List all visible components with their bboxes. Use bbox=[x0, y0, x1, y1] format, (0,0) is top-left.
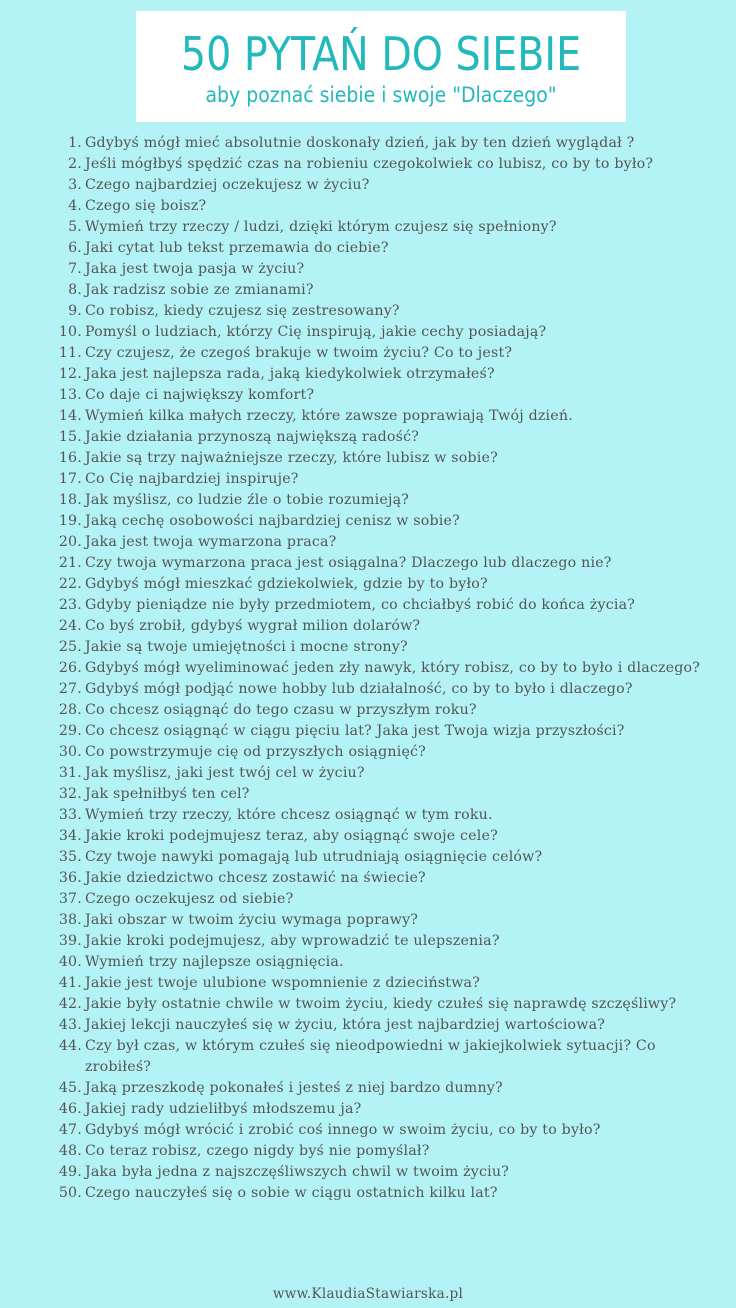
question-item bbox=[0, 1120, 736, 1141]
question-text: Jaki cytat lub tekst przemawia do ciebie? bbox=[85, 240, 389, 256]
question-text: Jak myślisz, jaki jest twój cel w życiu? bbox=[85, 765, 365, 781]
question-item bbox=[0, 1036, 736, 1078]
question-item bbox=[0, 469, 736, 490]
question-text: Jakie dziedzictwo chcesz zostawić na świecie? bbox=[85, 870, 426, 886]
question-item bbox=[0, 868, 736, 889]
question-item bbox=[0, 973, 736, 994]
question-number: 24. bbox=[58, 618, 82, 634]
question-number: 34. bbox=[58, 828, 82, 844]
question-text: Jaka jest najlepsza rada, jaką kiedykolwiek otrzymałeś? bbox=[85, 366, 495, 382]
question-number: 40. bbox=[58, 954, 82, 970]
question-text: Co robisz, kiedy czujesz się zestresowany? bbox=[85, 303, 400, 319]
question-item bbox=[0, 322, 736, 343]
question-number: 21. bbox=[58, 555, 82, 571]
question-item bbox=[0, 658, 736, 679]
question-number: 22. bbox=[58, 576, 82, 592]
question-number: 43. bbox=[58, 1017, 82, 1033]
question-item bbox=[0, 931, 736, 952]
question-item bbox=[0, 952, 736, 973]
question-item bbox=[0, 259, 736, 280]
question-text: Jakie są trzy najważniejsze rzeczy, które lubisz w sobie? bbox=[85, 450, 498, 466]
question-number: 48. bbox=[58, 1143, 82, 1159]
question-item bbox=[0, 490, 736, 511]
question-text: Jeśli mógłbyś spędzić czas na robieniu czegokolwiek co lubisz, co by to było? bbox=[85, 156, 654, 172]
footer-url: www.KlaudiaStawiarska.pl bbox=[272, 1286, 464, 1302]
question-item bbox=[0, 448, 736, 469]
question-number: 18. bbox=[58, 492, 82, 508]
question-text: Jak radzisz sobie ze zmianami? bbox=[85, 282, 314, 298]
question-number: 2. bbox=[68, 156, 82, 172]
question-text: Wymień kilka małych rzeczy, które zawsze poprawiają Twój dzień. bbox=[85, 408, 573, 424]
question-item bbox=[0, 784, 736, 805]
question-number: 37. bbox=[58, 891, 82, 907]
question-text: Gdybyś mógł mieć absolutnie doskonały dzień, jak by ten dzień wyglądał ? bbox=[85, 135, 635, 151]
question-text: Gdybyś mógł wyeliminować jeden zły nawyk, który robisz, co by to było i dlaczego? bbox=[85, 660, 701, 676]
question-item bbox=[0, 343, 736, 364]
question-text: Jakiej lekcji nauczyłeś się w życiu, która jest najbardziej wartościowa? bbox=[85, 1017, 606, 1033]
question-text: Jaka jest twoja wymarzona praca? bbox=[85, 534, 337, 550]
question-number: 38. bbox=[58, 912, 82, 928]
question-number: 3. bbox=[68, 177, 82, 193]
question-number: 25. bbox=[58, 639, 82, 655]
question-item bbox=[0, 763, 736, 784]
question-item bbox=[0, 1099, 736, 1120]
question-number: 27. bbox=[58, 681, 82, 697]
question-list bbox=[0, 133, 736, 1204]
question-text: Wymień trzy rzeczy, które chcesz osiągnąć w tym roku. bbox=[85, 807, 493, 823]
question-text: Jak spełniłbyś ten cel? bbox=[85, 786, 250, 802]
question-text: Jaką przeszkodę pokonałeś i jesteś z niej bardzo dumny? bbox=[85, 1080, 503, 1096]
question-number: 28. bbox=[58, 702, 82, 718]
question-text: Czy czujesz, że czegoś brakuje w twoim życiu? Co to jest? bbox=[85, 345, 513, 361]
question-item bbox=[0, 616, 736, 637]
question-number: 46. bbox=[58, 1101, 82, 1117]
question-number: 39. bbox=[58, 933, 82, 949]
question-number: 31. bbox=[58, 765, 82, 781]
question-item bbox=[0, 700, 736, 721]
question-text: Jakie kroki podejmujesz, aby wprowadzić te ulepszenia? bbox=[85, 933, 500, 949]
question-number: 6. bbox=[68, 240, 82, 256]
question-item bbox=[0, 553, 736, 574]
question-item bbox=[0, 301, 736, 322]
question-number: 45. bbox=[58, 1080, 82, 1096]
question-item bbox=[0, 385, 736, 406]
question-number: 42. bbox=[58, 996, 82, 1012]
question-text: Jakie były ostatnie chwile w twoim życiu, kiedy czułeś się naprawdę szczęśliwy? bbox=[85, 996, 677, 1012]
question-text: Czego się boisz? bbox=[85, 198, 207, 214]
question-text: Co daje ci największy komfort? bbox=[85, 387, 315, 403]
question-text: Jakie są twoje umiejętności i mocne strony? bbox=[85, 639, 408, 655]
question-text: Jakie jest twoje ulubione wspomnienie z dzieciństwa? bbox=[85, 975, 481, 991]
question-item bbox=[0, 238, 736, 259]
question-item bbox=[0, 847, 736, 868]
question-item bbox=[0, 427, 736, 448]
question-number: 8. bbox=[68, 282, 82, 298]
question-item bbox=[0, 1078, 736, 1099]
question-number: 50. bbox=[58, 1185, 82, 1201]
question-item bbox=[0, 406, 736, 427]
question-item bbox=[0, 364, 736, 385]
question-text: Czy twoje nawyki pomagają lub utrudniają osiągnięcie celów? bbox=[85, 849, 543, 865]
question-text: Czego nauczyłeś się o sobie w ciągu ostatnich kilku lat? bbox=[85, 1185, 498, 1201]
question-item bbox=[0, 217, 736, 238]
question-text: Gdybyś mógł wrócić i zrobić coś innego w swoim życiu, co by to było? bbox=[85, 1122, 601, 1138]
question-text: Wymień trzy najlepsze osiągnięcia. bbox=[85, 954, 344, 970]
question-item bbox=[0, 196, 736, 217]
question-text: Jak myślisz, co ludzie źle o tobie rozumieją? bbox=[85, 492, 410, 508]
question-text: Gdybyś mógł podjąć nowe hobby lub działalność, co by to było i dlaczego? bbox=[85, 681, 633, 697]
question-number: 33. bbox=[58, 807, 82, 823]
question-item bbox=[0, 679, 736, 700]
question-number: 11. bbox=[58, 345, 82, 361]
question-item bbox=[0, 637, 736, 658]
question-number: 23. bbox=[58, 597, 82, 613]
question-number: 44. bbox=[58, 1038, 82, 1054]
question-text: Jaki obszar w twoim życiu wymaga poprawy? bbox=[85, 912, 419, 928]
question-text: Czego oczekujesz od siebie? bbox=[85, 891, 294, 907]
question-item bbox=[0, 826, 736, 847]
question-number: 29. bbox=[58, 723, 82, 739]
question-number: 10. bbox=[58, 324, 82, 340]
question-text: Pomyśl o ludziach, którzy Cię inspirują, jakie cechy posiadają? bbox=[85, 324, 547, 340]
question-text: Gdyby pieniądze nie były przedmiotem, co chciałbyś robić do końca życia? bbox=[85, 597, 636, 613]
question-number: 4. bbox=[68, 198, 82, 214]
question-text: Jaka jest twoja pasja w życiu? bbox=[85, 261, 305, 277]
question-text: Co chcesz osiągnąć w ciągu pięciu lat? Jaka jest Twoja wizja przyszłości? bbox=[85, 723, 625, 739]
question-item bbox=[0, 154, 736, 175]
question-number: 17. bbox=[58, 471, 82, 487]
question-number: 26. bbox=[58, 660, 82, 676]
question-item bbox=[0, 994, 736, 1015]
question-number: 5. bbox=[68, 219, 82, 235]
question-text: Jaka była jedna z najszczęśliwszych chwil w twoim życiu? bbox=[85, 1164, 510, 1180]
question-number: 30. bbox=[58, 744, 82, 760]
question-item bbox=[0, 133, 736, 154]
question-item bbox=[0, 805, 736, 826]
question-number: 41. bbox=[58, 975, 82, 991]
question-item bbox=[0, 175, 736, 196]
question-number: 35. bbox=[58, 849, 82, 865]
question-number: 19. bbox=[58, 513, 82, 529]
question-item bbox=[0, 532, 736, 553]
page-title: 50 PYTAŃ DO SIEBIE bbox=[180, 27, 582, 81]
question-item bbox=[0, 1015, 736, 1036]
question-text: Czy był czas, w którym czułeś się nieodpowiedni w jakiejkolwiek sytuacji? Co zrobiłeś? bbox=[85, 1038, 656, 1075]
question-text: Wymień trzy rzeczy / ludzi, dzięki którym czujesz się spełniony? bbox=[85, 219, 557, 235]
question-text: Jakie działania przynoszą największą radość? bbox=[85, 429, 420, 445]
question-item bbox=[0, 574, 736, 595]
question-number: 13. bbox=[58, 387, 82, 403]
question-number: 47. bbox=[58, 1122, 82, 1138]
page-subtitle: aby poznać siebie i swoje "Dlaczego" bbox=[205, 83, 557, 107]
question-text: Co byś zrobił, gdybyś wygrał milion dolarów? bbox=[85, 618, 421, 634]
question-number: 49. bbox=[58, 1164, 82, 1180]
question-item bbox=[0, 280, 736, 301]
question-number: 7. bbox=[68, 261, 82, 277]
question-item bbox=[0, 595, 736, 616]
question-number: 9. bbox=[68, 303, 82, 319]
question-text: Jakiej rady udzieliłbyś młodszemu ja? bbox=[85, 1101, 362, 1117]
question-text: Co powstrzymuje cię od przyszłych osiągnięć? bbox=[85, 744, 426, 760]
question-text: Jaką cechę osobowości najbardziej cenisz w sobie? bbox=[85, 513, 460, 529]
question-item bbox=[0, 1162, 736, 1183]
question-item bbox=[0, 889, 736, 910]
question-number: 14. bbox=[58, 408, 82, 424]
question-text: Czy twoja wymarzona praca jest osiągalna? Dlaczego lub dlaczego nie? bbox=[85, 555, 612, 571]
question-item bbox=[0, 1183, 736, 1204]
question-number: 16. bbox=[58, 450, 82, 466]
question-text: Czego najbardziej oczekujesz w życiu? bbox=[85, 177, 370, 193]
question-number: 1. bbox=[68, 135, 82, 151]
question-text: Co chcesz osiągnąć do tego czasu w przyszłym roku? bbox=[85, 702, 477, 718]
question-text: Co Cię najbardziej inspiruje? bbox=[85, 471, 299, 487]
question-number: 36. bbox=[58, 870, 82, 886]
question-item bbox=[0, 1141, 736, 1162]
question-number: 15. bbox=[58, 429, 82, 445]
question-item bbox=[0, 910, 736, 931]
question-text: Gdybyś mógł mieszkać gdziekolwiek, gdzie by to było? bbox=[85, 576, 488, 592]
question-number: 32. bbox=[58, 786, 82, 802]
question-number: 12. bbox=[58, 366, 82, 382]
question-item bbox=[0, 721, 736, 742]
header-box bbox=[136, 11, 626, 122]
question-text: Jakie kroki podejmujesz teraz, aby osiągnąć swoje cele? bbox=[85, 828, 498, 844]
question-number: 20. bbox=[58, 534, 82, 550]
question-item bbox=[0, 511, 736, 532]
question-text: Co teraz robisz, czego nigdy byś nie pomyślał? bbox=[85, 1143, 430, 1159]
question-item bbox=[0, 742, 736, 763]
